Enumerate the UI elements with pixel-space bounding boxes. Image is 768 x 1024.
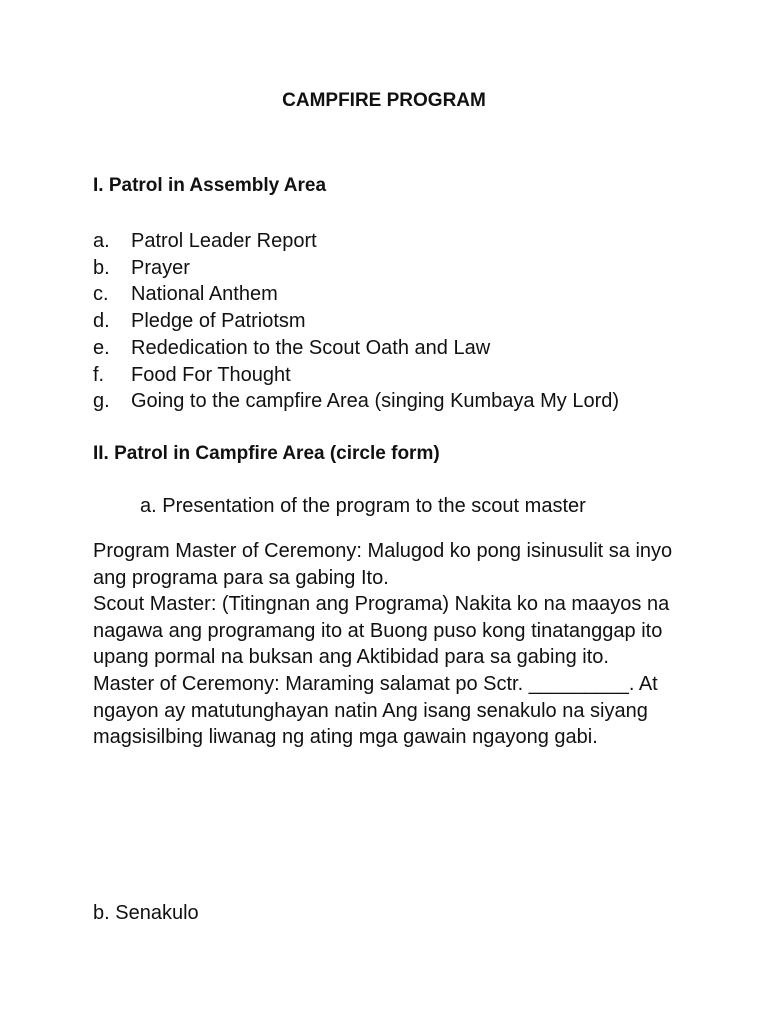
list-item-letter: c.: [93, 283, 109, 306]
list-item-text: Patrol Leader Report: [131, 230, 317, 252]
document-title: CAMPFIRE PROGRAM: [282, 90, 486, 111]
list-item: [93, 388, 619, 415]
list-item-letter: b.: [93, 256, 110, 279]
assembly-list: [93, 228, 619, 415]
list-item: [93, 362, 619, 389]
list-item: [93, 335, 619, 362]
section-1-heading: I. Patrol in Assembly Area: [93, 175, 327, 196]
dialogue-block: [93, 538, 683, 751]
subitem-b: b. Senakulo: [93, 902, 199, 924]
list-item-letter: e.: [93, 336, 110, 359]
list-item-letter: d.: [93, 310, 110, 333]
list-item-text: Going to the campfire Area (singing Kumbaya My Lord): [131, 390, 620, 413]
list-item-letter: a.: [93, 230, 110, 252]
list-item: [93, 228, 619, 255]
dialogue-paragraph: Master of Ceremony: Maraming salamat po Sctr. _________. At ngayon ay matutunghayan natin Ang isang senakulo na siyang magsisilbing liwanag ng ating mga gawain ngayong gabi.: [93, 672, 658, 749]
list-item-letter: f.: [93, 363, 105, 386]
subitem-a: a. Presentation of the program to the scout master: [140, 495, 586, 517]
list-item-letter: g.: [93, 390, 110, 413]
dialogue-paragraph: Program Master of Ceremony: Malugod ko pong isinusulit sa inyo ang programa para sa gabing Ito.: [93, 540, 673, 589]
list-item-text: Food For Thought: [131, 363, 291, 386]
list-item: [93, 308, 619, 335]
list-item-text: Prayer: [131, 256, 190, 279]
list-item-text: Rededication to the Scout Oath and Law: [131, 336, 491, 359]
list-item: [93, 255, 619, 282]
list-item-text: Pledge of Patriotsm: [131, 310, 306, 333]
list-item-text: National Anthem: [131, 283, 278, 306]
section-2-heading: II. Patrol in Campfire Area (circle form): [93, 443, 440, 464]
list-item: [93, 281, 619, 308]
dialogue-paragraph: Scout Master: (Titingnan ang Programa) Nakita ko na maayos na nagawa ang programang ito at Buong puso kong tinatanggap ito upang pormal na buksan ang Aktibidad para sa gabing ito.: [93, 593, 670, 669]
